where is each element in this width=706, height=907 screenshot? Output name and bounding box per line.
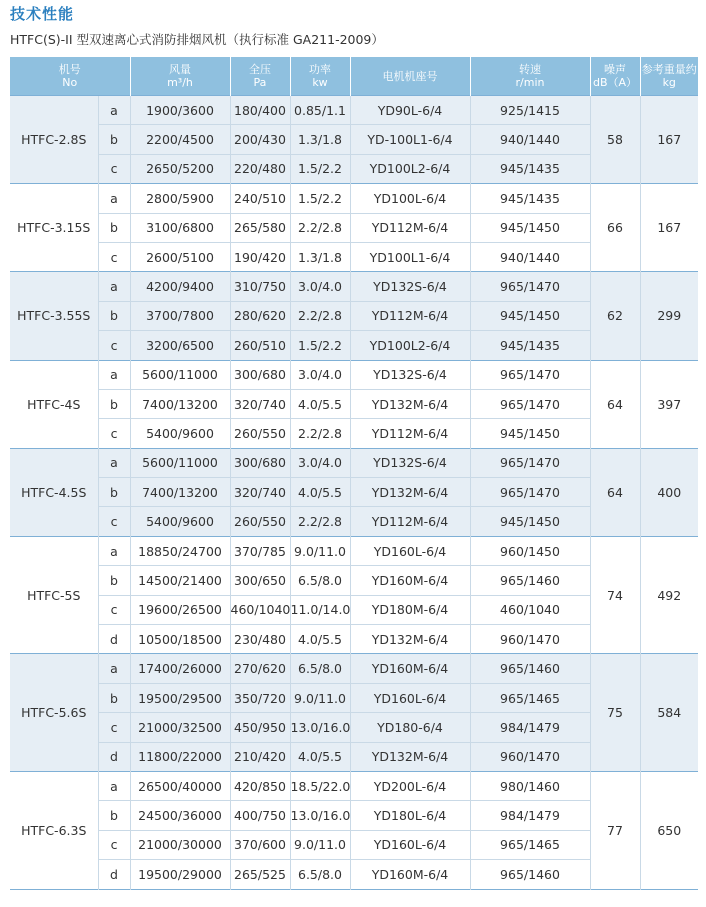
- table-row: [10, 448, 698, 477]
- speed-cell: 940/1440: [470, 242, 590, 271]
- airflow-cell: 17400/26000: [130, 654, 230, 683]
- noise-cell: 66: [590, 184, 640, 272]
- model-cell: HTFC-4S: [10, 360, 98, 448]
- weight-cell: 584: [640, 654, 698, 772]
- sub-variant-cell: a: [98, 360, 130, 389]
- sub-variant-cell: c: [98, 830, 130, 859]
- noise-cell: 58: [590, 96, 640, 184]
- sub-variant-cell: a: [98, 536, 130, 565]
- motor-cell: YD160M-6/4: [350, 566, 470, 595]
- header-cell-airflow: 风量 m³/h: [130, 57, 230, 96]
- pressure-cell: 210/420: [230, 742, 290, 771]
- model-group: [10, 771, 698, 889]
- model-group: [10, 96, 698, 184]
- power-cell: 4.0/5.5: [290, 389, 350, 418]
- sub-variant-cell: a: [98, 272, 130, 301]
- pressure-cell: 230/480: [230, 625, 290, 654]
- motor-cell: YD100L2-6/4: [350, 154, 470, 183]
- motor-cell: YD160M-6/4: [350, 860, 470, 889]
- motor-cell: YD180M-6/4: [350, 595, 470, 624]
- table-row: [10, 771, 698, 800]
- model-group: [10, 654, 698, 772]
- power-cell: 2.2/2.8: [290, 213, 350, 242]
- pressure-cell: 370/785: [230, 536, 290, 565]
- power-cell: 1.3/1.8: [290, 125, 350, 154]
- performance-table: [10, 57, 698, 890]
- airflow-cell: 26500/40000: [130, 771, 230, 800]
- power-cell: 0.85/1.1: [290, 96, 350, 125]
- weight-cell: 299: [640, 272, 698, 360]
- pressure-cell: 320/740: [230, 478, 290, 507]
- model-cell: HTFC-6.3S: [10, 771, 98, 889]
- power-cell: 13.0/16.0: [290, 801, 350, 830]
- weight-cell: 397: [640, 360, 698, 448]
- airflow-cell: 1900/3600: [130, 96, 230, 125]
- motor-cell: YD100L1-6/4: [350, 242, 470, 271]
- power-cell: 4.0/5.5: [290, 625, 350, 654]
- speed-cell: 980/1460: [470, 771, 590, 800]
- power-cell: 4.0/5.5: [290, 742, 350, 771]
- motor-cell: YD132S-6/4: [350, 272, 470, 301]
- sub-variant-cell: c: [98, 595, 130, 624]
- airflow-cell: 21000/30000: [130, 830, 230, 859]
- speed-cell: 945/1435: [470, 154, 590, 183]
- pressure-cell: 460/1040: [230, 595, 290, 624]
- pressure-cell: 270/620: [230, 654, 290, 683]
- pressure-cell: 450/950: [230, 713, 290, 742]
- speed-cell: 984/1479: [470, 801, 590, 830]
- power-cell: 1.5/2.2: [290, 331, 350, 360]
- speed-cell: 965/1470: [470, 272, 590, 301]
- motor-cell: YD112M-6/4: [350, 301, 470, 330]
- airflow-cell: 2200/4500: [130, 125, 230, 154]
- sub-variant-cell: b: [98, 566, 130, 595]
- table-subtitle: HTFC(S)-II 型双速离心式消防排烟风机（执行标准 GA211-2009）: [10, 32, 384, 47]
- power-cell: 13.0/16.0: [290, 713, 350, 742]
- sub-variant-cell: c: [98, 331, 130, 360]
- pressure-cell: 310/750: [230, 272, 290, 301]
- airflow-cell: 3100/6800: [130, 213, 230, 242]
- sub-variant-cell: b: [98, 683, 130, 712]
- table-row: [10, 272, 698, 301]
- sub-variant-cell: c: [98, 419, 130, 448]
- model-cell: HTFC-5.6S: [10, 654, 98, 772]
- table-row: [10, 536, 698, 565]
- power-cell: 3.0/4.0: [290, 360, 350, 389]
- header-row: [10, 57, 698, 96]
- sub-variant-cell: c: [98, 242, 130, 271]
- airflow-cell: 19500/29000: [130, 860, 230, 889]
- header-cell-pressure: 全压 Pa: [230, 57, 290, 96]
- speed-cell: 960/1450: [470, 536, 590, 565]
- motor-cell: YD90L-6/4: [350, 96, 470, 125]
- power-cell: 1.3/1.8: [290, 242, 350, 271]
- motor-cell: YD160L-6/4: [350, 830, 470, 859]
- pressure-cell: 320/740: [230, 389, 290, 418]
- speed-cell: 984/1479: [470, 713, 590, 742]
- pressure-cell: 200/430: [230, 125, 290, 154]
- power-cell: 2.2/2.8: [290, 301, 350, 330]
- header-cell-speed: 转速 r/min: [470, 57, 590, 96]
- airflow-cell: 24500/36000: [130, 801, 230, 830]
- airflow-cell: 7400/13200: [130, 478, 230, 507]
- sub-variant-cell: b: [98, 389, 130, 418]
- speed-cell: 965/1460: [470, 566, 590, 595]
- sub-variant-cell: a: [98, 96, 130, 125]
- pressure-cell: 400/750: [230, 801, 290, 830]
- airflow-cell: 14500/21400: [130, 566, 230, 595]
- power-cell: 1.5/2.2: [290, 154, 350, 183]
- speed-cell: 945/1450: [470, 213, 590, 242]
- table-row: [10, 96, 698, 125]
- speed-cell: 965/1460: [470, 654, 590, 683]
- sub-variant-cell: d: [98, 860, 130, 889]
- model-cell: HTFC-2.8S: [10, 96, 98, 184]
- speed-cell: 965/1465: [470, 830, 590, 859]
- power-cell: 6.5/8.0: [290, 654, 350, 683]
- noise-cell: 74: [590, 536, 640, 654]
- table-row: [10, 184, 698, 213]
- pressure-cell: 260/510: [230, 331, 290, 360]
- pressure-cell: 190/420: [230, 242, 290, 271]
- airflow-cell: 5600/11000: [130, 448, 230, 477]
- pressure-cell: 300/650: [230, 566, 290, 595]
- power-cell: 6.5/8.0: [290, 860, 350, 889]
- airflow-cell: 19500/29500: [130, 683, 230, 712]
- weight-cell: 492: [640, 536, 698, 654]
- noise-cell: 75: [590, 654, 640, 772]
- airflow-cell: 18850/24700: [130, 536, 230, 565]
- motor-cell: YD-100L1-6/4: [350, 125, 470, 154]
- speed-cell: 965/1470: [470, 389, 590, 418]
- header-cell-power: 功率 kw: [290, 57, 350, 96]
- airflow-cell: 5400/9600: [130, 419, 230, 448]
- motor-cell: YD100L-6/4: [350, 184, 470, 213]
- motor-cell: YD160L-6/4: [350, 683, 470, 712]
- speed-cell: 960/1470: [470, 742, 590, 771]
- pressure-cell: 350/720: [230, 683, 290, 712]
- speed-cell: 965/1470: [470, 360, 590, 389]
- motor-cell: YD180L-6/4: [350, 801, 470, 830]
- airflow-cell: 2650/5200: [130, 154, 230, 183]
- power-cell: 9.0/11.0: [290, 830, 350, 859]
- motor-cell: YD160L-6/4: [350, 536, 470, 565]
- power-cell: 2.2/2.8: [290, 507, 350, 536]
- airflow-cell: 21000/32500: [130, 713, 230, 742]
- airflow-cell: 5600/11000: [130, 360, 230, 389]
- noise-cell: 62: [590, 272, 640, 360]
- pressure-cell: 260/550: [230, 507, 290, 536]
- header-cell-noise: 噪声 dB（A）: [590, 57, 640, 96]
- pressure-cell: 260/550: [230, 419, 290, 448]
- airflow-cell: 7400/13200: [130, 389, 230, 418]
- pressure-cell: 280/620: [230, 301, 290, 330]
- power-cell: 4.0/5.5: [290, 478, 350, 507]
- speed-cell: 965/1470: [470, 478, 590, 507]
- pressure-cell: 265/580: [230, 213, 290, 242]
- power-cell: 1.5/2.2: [290, 184, 350, 213]
- sub-variant-cell: b: [98, 213, 130, 242]
- sub-variant-cell: c: [98, 154, 130, 183]
- motor-cell: YD132M-6/4: [350, 625, 470, 654]
- pressure-cell: 240/510: [230, 184, 290, 213]
- speed-cell: 945/1450: [470, 301, 590, 330]
- sub-variant-cell: c: [98, 507, 130, 536]
- airflow-cell: 19600/26500: [130, 595, 230, 624]
- model-group: [10, 272, 698, 360]
- speed-cell: 960/1470: [470, 625, 590, 654]
- model-cell: HTFC-3.55S: [10, 272, 98, 360]
- pressure-cell: 220/480: [230, 154, 290, 183]
- header-cell-motor: 电机机座号: [350, 57, 470, 96]
- speed-cell: 945/1450: [470, 507, 590, 536]
- motor-cell: YD112M-6/4: [350, 213, 470, 242]
- speed-cell: 945/1450: [470, 419, 590, 448]
- motor-cell: YD180-6/4: [350, 713, 470, 742]
- sub-variant-cell: a: [98, 771, 130, 800]
- airflow-cell: 4200/9400: [130, 272, 230, 301]
- model-group: [10, 536, 698, 654]
- power-cell: 2.2/2.8: [290, 419, 350, 448]
- sub-variant-cell: a: [98, 448, 130, 477]
- model-cell: HTFC-4.5S: [10, 448, 98, 536]
- power-cell: 6.5/8.0: [290, 566, 350, 595]
- speed-cell: 965/1460: [470, 860, 590, 889]
- pressure-cell: 300/680: [230, 448, 290, 477]
- speed-cell: 965/1470: [470, 448, 590, 477]
- airflow-cell: 5400/9600: [130, 507, 230, 536]
- noise-cell: 64: [590, 448, 640, 536]
- airflow-cell: 3700/7800: [130, 301, 230, 330]
- motor-cell: YD132S-6/4: [350, 360, 470, 389]
- model-group: [10, 360, 698, 448]
- power-cell: 18.5/22.0: [290, 771, 350, 800]
- motor-cell: YD112M-6/4: [350, 507, 470, 536]
- pressure-cell: 180/400: [230, 96, 290, 125]
- motor-cell: YD112M-6/4: [350, 419, 470, 448]
- motor-cell: YD200L-6/4: [350, 771, 470, 800]
- table-row: [10, 654, 698, 683]
- speed-cell: 965/1465: [470, 683, 590, 712]
- motor-cell: YD132M-6/4: [350, 478, 470, 507]
- speed-cell: 940/1440: [470, 125, 590, 154]
- speed-cell: 460/1040: [470, 595, 590, 624]
- airflow-cell: 11800/22000: [130, 742, 230, 771]
- sub-variant-cell: a: [98, 654, 130, 683]
- sub-variant-cell: c: [98, 713, 130, 742]
- header-cell-weight: 参考重量约 kg: [640, 57, 698, 96]
- header-cell-model: 机号 No: [10, 57, 130, 96]
- pressure-cell: 420/850: [230, 771, 290, 800]
- motor-cell: YD100L2-6/4: [350, 331, 470, 360]
- sub-variant-cell: d: [98, 742, 130, 771]
- airflow-cell: 10500/18500: [130, 625, 230, 654]
- motor-cell: YD132S-6/4: [350, 448, 470, 477]
- weight-cell: 650: [640, 771, 698, 889]
- speed-cell: 945/1435: [470, 331, 590, 360]
- speed-cell: 945/1435: [470, 184, 590, 213]
- motor-cell: YD132M-6/4: [350, 742, 470, 771]
- power-cell: 9.0/11.0: [290, 536, 350, 565]
- noise-cell: 64: [590, 360, 640, 448]
- table-row: [10, 360, 698, 389]
- page-title: 技术性能: [10, 5, 75, 23]
- weight-cell: 167: [640, 184, 698, 272]
- model-group: [10, 448, 698, 536]
- speed-cell: 925/1415: [470, 96, 590, 125]
- power-cell: 11.0/14.0: [290, 595, 350, 624]
- sub-variant-cell: b: [98, 801, 130, 830]
- airflow-cell: 2600/5100: [130, 242, 230, 271]
- sub-variant-cell: d: [98, 625, 130, 654]
- power-cell: 3.0/4.0: [290, 272, 350, 301]
- sub-variant-cell: b: [98, 125, 130, 154]
- pressure-cell: 370/600: [230, 830, 290, 859]
- sub-variant-cell: b: [98, 478, 130, 507]
- model-cell: HTFC-5S: [10, 536, 98, 654]
- airflow-cell: 2800/5900: [130, 184, 230, 213]
- model-cell: HTFC-3.15S: [10, 184, 98, 272]
- weight-cell: 167: [640, 96, 698, 184]
- pressure-cell: 300/680: [230, 360, 290, 389]
- sub-variant-cell: a: [98, 184, 130, 213]
- weight-cell: 400: [640, 448, 698, 536]
- motor-cell: YD132M-6/4: [350, 389, 470, 418]
- model-group: [10, 184, 698, 272]
- motor-cell: YD160M-6/4: [350, 654, 470, 683]
- sub-variant-cell: b: [98, 301, 130, 330]
- power-cell: 3.0/4.0: [290, 448, 350, 477]
- power-cell: 9.0/11.0: [290, 683, 350, 712]
- pressure-cell: 265/525: [230, 860, 290, 889]
- airflow-cell: 3200/6500: [130, 331, 230, 360]
- noise-cell: 77: [590, 771, 640, 889]
